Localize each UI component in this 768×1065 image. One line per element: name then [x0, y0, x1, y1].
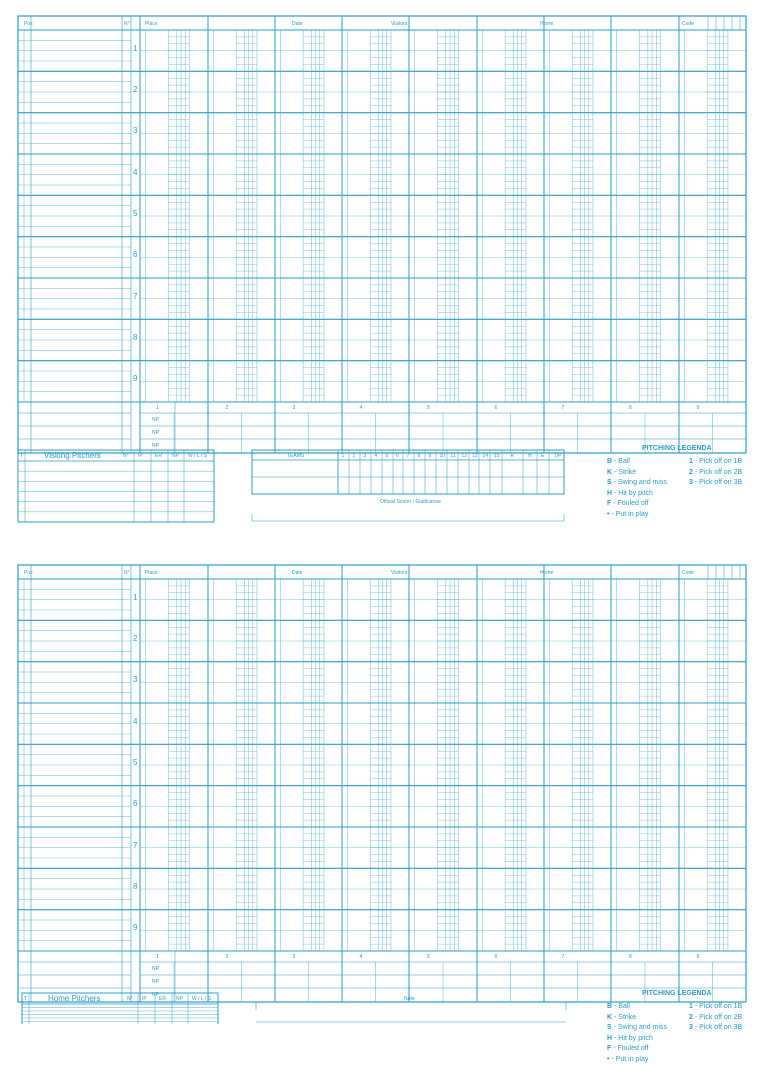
home-sheet-header-pos: Pos — [24, 570, 33, 576]
home-sheet-slot-number: 9 — [133, 923, 137, 932]
home-sheet-header-home: Home — [540, 570, 553, 576]
pitching-legend-bottom-text: - Fouled off — [613, 1045, 648, 1052]
visitors-sheet-slot-number: 8 — [133, 333, 137, 342]
teams-column-label: 15 — [494, 453, 500, 459]
home-sheet-header-visitors: Visitors — [391, 570, 407, 576]
visitors-sheet-inning-number: 3 — [293, 405, 296, 411]
visitors-sheet-header-place: Place — [145, 21, 158, 27]
pitching-legend-bottom-entry — [689, 1023, 742, 1034]
official-scorer-label: Official Scorer / Giudicatore — [380, 499, 441, 505]
pitching-legend-top-entry — [607, 457, 630, 468]
pitching-legend-top-entry — [689, 468, 742, 479]
home-sheet-header-date: Date — [292, 570, 303, 576]
pitching-legend-top-entry — [689, 478, 742, 489]
teams-column-label: H — [528, 453, 532, 459]
visitors-sheet-inning-number: 8 — [629, 405, 632, 411]
pitching-legend-top-key: S — [607, 479, 612, 486]
home-pitchers-num: T — [24, 996, 27, 1002]
visitors-sheet-inning-number: 6 — [495, 405, 498, 411]
home-sheet-np-label: NP — [152, 966, 159, 972]
home-sheet-header-code: Code — [682, 570, 694, 576]
pitching-legend-bottom-entry — [607, 1044, 649, 1055]
home-sheet-slot-number: 3 — [133, 675, 137, 684]
teams-column-label: 4 — [375, 453, 378, 459]
pitching-legend-bottom-text: - Pick off on 2B — [695, 1014, 742, 1021]
visiting-pitchers-col-label: IP — [138, 453, 143, 459]
pitching-legend-bottom-key: S — [607, 1024, 612, 1031]
pitching-legend-top-text: - Fouled off — [613, 500, 648, 507]
teams-column-label: 12 — [462, 453, 468, 459]
visitors-sheet-inning-number: 9 — [697, 405, 700, 411]
pitching-legend-top-text: - Pick off on 1B — [695, 458, 742, 465]
pitching-legend-bottom-title: PITCHING LEGENDA — [642, 990, 712, 997]
home-sheet-slot-number: 7 — [133, 841, 137, 850]
teams-column-label: R — [511, 453, 515, 459]
pitching-legend-bottom-key: H — [607, 1035, 612, 1042]
visitors-sheet-header-visitors: Visitors — [391, 21, 407, 27]
visitors-sheet-slot-number: 2 — [133, 85, 137, 94]
visitors-sheet-header-no: N° — [124, 21, 130, 27]
pitching-legend-bottom-text: - Pick off on 3B — [695, 1024, 742, 1031]
teams-column-label: 11 — [451, 453, 456, 459]
pitching-legend-top-key: 3 — [689, 479, 693, 486]
home-pitchers-col-label: N° — [127, 996, 133, 1002]
home-pitchers-col-label: NP — [176, 996, 183, 1002]
home-sheet-inning-number: 7 — [562, 954, 565, 960]
pitching-legend-top-text: - Pick off on 3B — [695, 479, 742, 486]
visitors-sheet-slot-number: 7 — [133, 292, 137, 301]
home-sheet-inning-number: 8 — [629, 954, 632, 960]
home-sheet-slot-number: 8 — [133, 882, 137, 891]
teams-column-label: 6 — [396, 453, 399, 459]
visitors-sheet-np-label: NP — [152, 443, 159, 449]
pitching-legend-top-text: - Strike — [614, 469, 636, 476]
pitching-legend-top-title: PITCHING LEGENDA — [642, 445, 712, 452]
pitching-legend-top-key: B — [607, 458, 612, 465]
visitors-sheet-slot-number: 5 — [133, 209, 137, 218]
pitching-legend-bottom-text: - Strike — [614, 1014, 636, 1021]
teams-column-label: 14 — [483, 453, 489, 459]
pitching-legend-bottom-entry — [607, 1002, 630, 1013]
home-sheet-inning-number: 6 — [495, 954, 498, 960]
teams-column-label: E — [541, 453, 544, 459]
teams-title: TEAMS — [287, 453, 304, 459]
pitching-legend-bottom-text: - Pick off on 1B — [695, 1003, 742, 1010]
teams-column-label: 13 — [472, 453, 478, 459]
note-label: Note — [404, 996, 415, 1002]
pitching-legend-top-text: - Ball — [614, 458, 630, 465]
pitching-legend-top-entry — [607, 499, 649, 510]
pitching-legend-top-key: 1 — [689, 458, 693, 465]
pitching-legend-bottom-entry — [607, 1013, 636, 1024]
visitors-sheet-slot-number: 1 — [133, 44, 137, 53]
pitching-legend-top-text: - Pick off on 2B — [695, 469, 742, 476]
visitors-sheet-header-pos: Pos — [24, 21, 33, 27]
pitching-legend-top-entry — [607, 478, 667, 489]
home-pitchers-col-label: ER — [159, 996, 166, 1002]
pitching-legend-bottom-key: 3 — [689, 1024, 693, 1031]
home-sheet-slot-number: 2 — [133, 634, 137, 643]
visitors-sheet-header-home: Home — [540, 21, 553, 27]
pitching-legend-top-text: - Hit by pitch — [614, 490, 653, 497]
visiting-pitchers-col-label: N° — [123, 453, 129, 459]
teams-column-label: 8 — [418, 453, 421, 459]
visitors-sheet-np-label: NP — [152, 430, 159, 436]
teams-column-label: 3 — [364, 453, 367, 459]
pitching-legend-top-key: K — [607, 469, 612, 476]
pitching-legend-top-key: F — [607, 500, 611, 507]
home-sheet-header-place: Place — [145, 570, 158, 576]
visiting-pitchers-col-label: NP — [172, 453, 179, 459]
visitors-sheet-slot-number: 4 — [133, 168, 137, 177]
visiting-pitchers-col-label: ER — [155, 453, 162, 459]
visiting-pitchers-title: Visiting Pitchers — [44, 451, 101, 460]
home-pitchers-col-label: W / L / S — [192, 996, 211, 1002]
teams-column-label: 1 — [342, 453, 345, 459]
visitors-sheet-inning-number: 2 — [226, 405, 229, 411]
visitors-sheet-inning-number: 5 — [427, 405, 430, 411]
visitors-sheet-slot-number: 6 — [133, 250, 137, 259]
visiting-pitchers-num: T — [20, 453, 23, 459]
visitors-sheet-header-date: Date — [292, 21, 303, 27]
teams-column-label: 10 — [440, 453, 446, 459]
pitching-legend-bottom-entry — [689, 1013, 742, 1024]
home-sheet-slot-number: 6 — [133, 799, 137, 808]
visitors-sheet-header-code: Code — [682, 21, 694, 27]
pitching-legend-top-key: • — [607, 511, 609, 518]
home-pitchers-col-label: IP — [142, 996, 147, 1002]
pitching-legend-top-key: 2 — [689, 469, 693, 476]
teams-column-label: 7 — [407, 453, 410, 459]
visitors-sheet-np-label: NP — [152, 417, 159, 423]
pitching-legend-bottom-entry — [607, 1034, 653, 1045]
pitching-legend-bottom-key: 1 — [689, 1003, 693, 1010]
home-sheet-inning-number: 3 — [293, 954, 296, 960]
visitors-sheet-inning-number: 4 — [360, 405, 363, 411]
home-sheet-inning-number: 1 — [156, 954, 159, 960]
home-sheet-inning-number: 9 — [697, 954, 700, 960]
pitching-legend-bottom-entry — [607, 1023, 667, 1034]
pitching-legend-bottom-key: B — [607, 1003, 612, 1010]
home-sheet-inning-number: 4 — [360, 954, 363, 960]
home-sheet-np-label: NP — [152, 979, 159, 985]
home-sheet-inning-number: 5 — [427, 954, 430, 960]
pitching-legend-bottom-key: • — [607, 1056, 609, 1063]
visitors-sheet-slot-number: 9 — [133, 374, 137, 383]
teams-column-label: 2 — [353, 453, 356, 459]
home-sheet-slot-number: 5 — [133, 758, 137, 767]
pitching-legend-bottom-entry — [607, 1055, 648, 1065]
pitching-legend-top-key: H — [607, 490, 612, 497]
teams-column-label: 9 — [429, 453, 432, 459]
home-sheet-slot-number: 1 — [133, 593, 137, 602]
pitching-legend-top-entry — [607, 489, 653, 500]
teams-column-label: DP — [555, 453, 562, 459]
pitching-legend-bottom-text: - Ball — [614, 1003, 630, 1010]
pitching-legend-bottom-entry — [689, 1002, 742, 1013]
pitching-legend-top-entry — [607, 468, 636, 479]
pitching-legend-bottom-text: - Hit by pitch — [614, 1035, 653, 1042]
home-sheet-slot-number: 4 — [133, 717, 137, 726]
pitching-legend-top-text: - Swing and miss — [614, 479, 667, 486]
visitors-sheet-inning-number: 1 — [156, 405, 159, 411]
pitching-legend-bottom-key: 2 — [689, 1014, 693, 1021]
home-sheet-inning-number: 2 — [226, 954, 229, 960]
home-sheet-np-label: NP — [152, 992, 159, 998]
pitching-legend-top-entry — [607, 510, 648, 521]
visiting-pitchers-col-label: W / L / S — [188, 453, 207, 459]
home-pitchers-title: Home Pitchers — [48, 994, 100, 1003]
pitching-legend-bottom-text: - Put in play — [611, 1056, 648, 1063]
pitching-legend-top-text: - Put in play — [611, 511, 648, 518]
teams-column-label: 5 — [386, 453, 389, 459]
visitors-sheet-inning-number: 7 — [562, 405, 565, 411]
pitching-legend-bottom-text: - Swing and miss — [614, 1024, 667, 1031]
home-sheet-header-no: N° — [124, 570, 130, 576]
pitching-legend-top-entry — [689, 457, 742, 468]
visitors-sheet-slot-number: 3 — [133, 126, 137, 135]
pitching-legend-bottom-key: F — [607, 1045, 611, 1052]
pitching-legend-bottom-key: K — [607, 1014, 612, 1021]
